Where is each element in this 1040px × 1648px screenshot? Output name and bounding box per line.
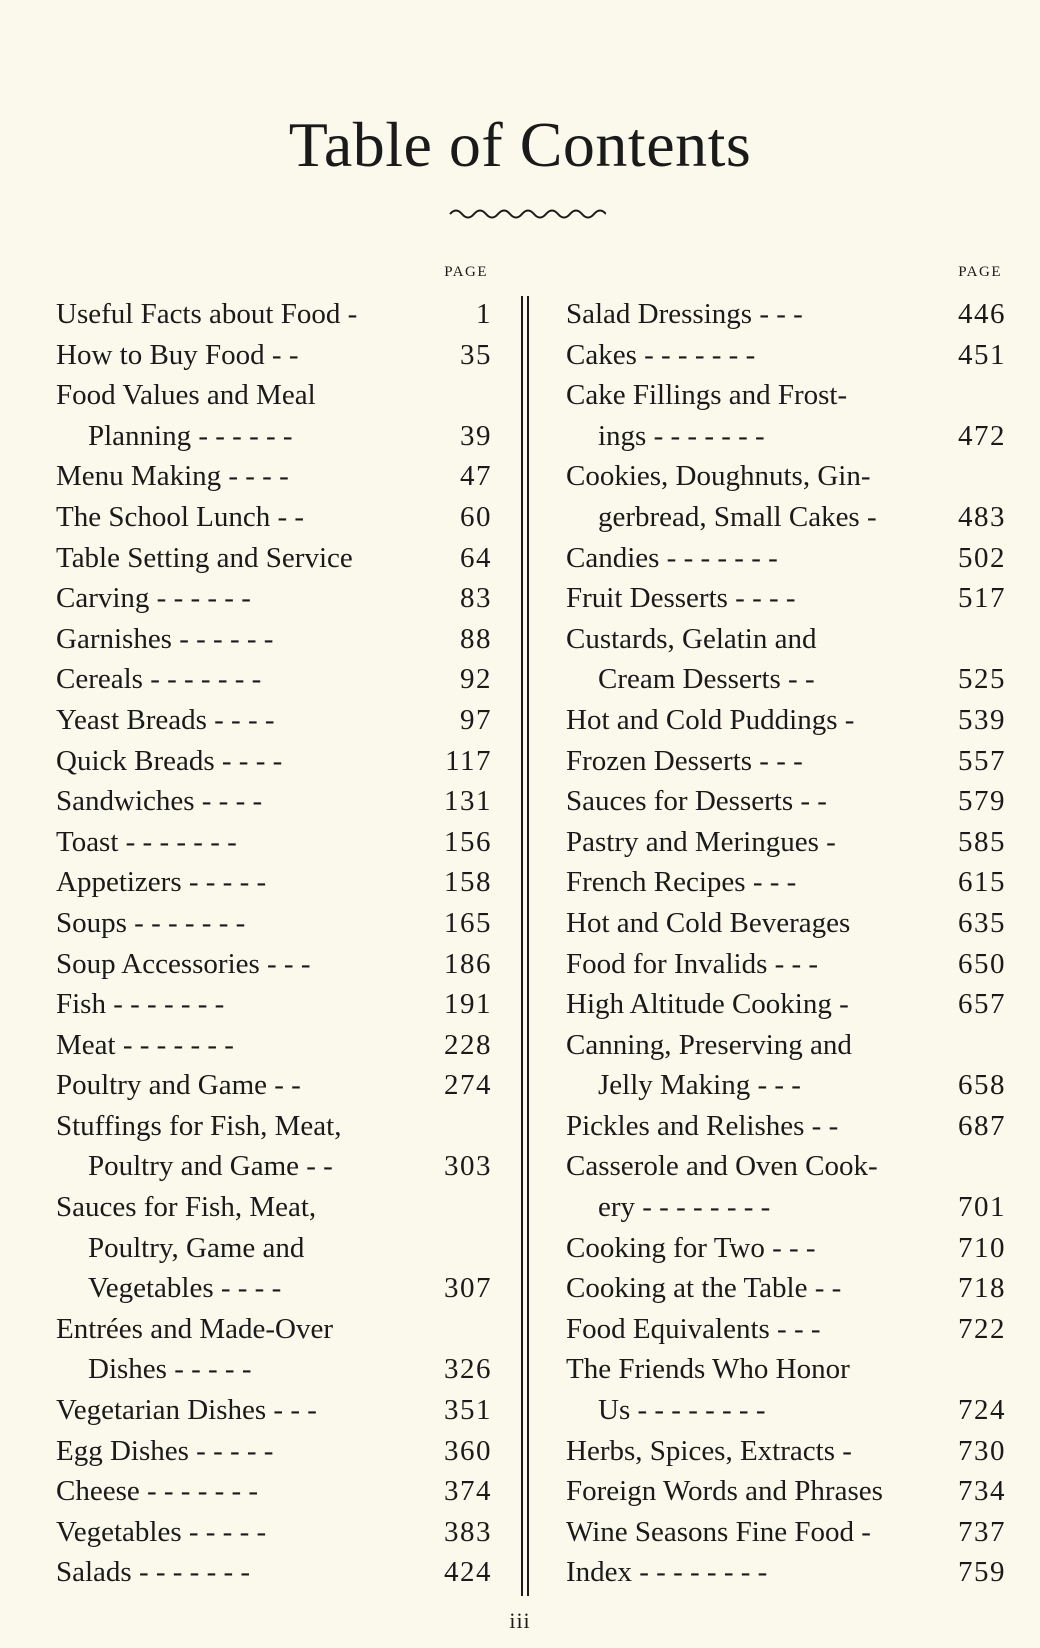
contents-right-column: [566, 264, 1006, 1593]
toc-entry: [56, 538, 492, 579]
toc-entry: [566, 944, 1006, 985]
toc-entry: [56, 659, 492, 700]
toc-entry-text: Stuffings for Fish, Meat,: [56, 1109, 342, 1142]
toc-page-number: 737: [958, 1515, 1006, 1548]
toc-entry: [56, 294, 492, 335]
toc-entry-text: ery - - - - - - - -: [598, 1191, 771, 1224]
toc-entry-text: Hot and Cold Beverages: [566, 906, 851, 939]
toc-entry-text: Carving - - - - - -: [56, 582, 251, 615]
toc-entry: [56, 741, 492, 782]
toc-page-number: 650: [958, 947, 1006, 980]
toc-entry: [56, 1512, 492, 1553]
toc-entry-text: Toast - - - - - - -: [56, 825, 237, 858]
toc-entry: [56, 578, 492, 619]
toc-entry-text: Poultry and Game - -: [88, 1150, 333, 1183]
toc-page-number: 718: [958, 1272, 1006, 1305]
toc-entry: [56, 984, 492, 1025]
toc-entry-text: How to Buy Food - -: [56, 338, 299, 371]
toc-entry-text: Food Equivalents - - -: [566, 1312, 821, 1345]
toc-entry-text: Entrées and Made-Over: [56, 1312, 333, 1345]
toc-entry-text: Fruit Desserts - - - -: [566, 582, 796, 615]
toc-entry: [56, 1309, 492, 1390]
toc-entry-text: Frozen Desserts - - -: [566, 744, 803, 777]
toc-entry: [566, 1228, 1006, 1269]
toc-entry-text: Poultry, Game and: [88, 1231, 305, 1264]
toc-entry-text: Canning, Preserving and: [566, 1028, 852, 1061]
toc-entry-text: Poultry and Game - -: [56, 1069, 301, 1102]
toc-entry: [566, 1552, 1006, 1593]
page-folio: iii: [509, 1608, 531, 1633]
toc-entry-text: Table Setting and Service: [56, 541, 353, 574]
toc-entry: [566, 375, 1006, 456]
toc-entry: [566, 1349, 1006, 1430]
toc-entry: [56, 497, 492, 538]
toc-entry-text: Yeast Breads - - - -: [56, 703, 275, 736]
toc-entry-text: Hot and Cold Puddings -: [566, 703, 855, 736]
toc-page-number: 687: [958, 1109, 1006, 1142]
toc-entry: [56, 1552, 492, 1593]
toc-page-number: 734: [958, 1475, 1006, 1508]
toc-entry: [566, 578, 1006, 619]
toc-page-number: 131: [444, 785, 492, 818]
toc-entry-text: Cream Desserts - -: [598, 663, 815, 696]
toc-page-number: 165: [444, 906, 492, 939]
toc-entry-text: Wine Seasons Fine Food -: [566, 1515, 871, 1548]
toc-page-number: 228: [444, 1028, 492, 1061]
toc-page-number: 557: [958, 744, 1006, 777]
toc-page-number: 424: [444, 1556, 492, 1589]
toc-entry-text: The School Lunch - -: [56, 500, 305, 533]
toc-page-number: 60: [460, 500, 492, 533]
toc-entry: [56, 1187, 492, 1309]
toc-entry: [566, 1146, 1006, 1227]
contents-left-column: [56, 264, 492, 1593]
toc-page-number: 326: [444, 1353, 492, 1386]
toc-entry-text: Pickles and Relishes - -: [566, 1109, 839, 1142]
toc-entry: [566, 335, 1006, 376]
toc-page-number: 483: [958, 500, 1006, 533]
toc-entry-text: Planning - - - - - -: [88, 419, 293, 452]
toc-entry: [566, 1512, 1006, 1553]
toc-page-number: 446: [958, 298, 1006, 330]
toc-entry-text: Cakes - - - - - - -: [566, 338, 756, 371]
toc-page-number: 47: [460, 460, 492, 493]
toc-entry: [56, 456, 492, 497]
toc-entry: [566, 1106, 1006, 1147]
contents-list-left: [56, 294, 492, 1593]
toc-entry: [566, 1309, 1006, 1350]
toc-entry-text: Jelly Making - - -: [598, 1069, 801, 1102]
toc-page-number: 724: [958, 1394, 1006, 1427]
toc-entry-text: French Recipes - - -: [566, 866, 797, 899]
toc-page-number: 88: [460, 622, 492, 655]
toc-page-number: 635: [958, 906, 1006, 939]
toc-page-number: 158: [444, 866, 492, 899]
toc-entry-text: Herbs, Spices, Extracts -: [566, 1434, 852, 1467]
toc-entry-text: Egg Dishes - - - - -: [56, 1434, 274, 1467]
toc-entry: [56, 822, 492, 863]
toc-entry: [566, 1268, 1006, 1309]
toc-entry-text: Useful Facts about Food -: [56, 298, 358, 330]
toc-entry: [566, 984, 1006, 1025]
toc-entry-text: gerbread, Small Cakes -: [598, 500, 877, 533]
toc-entry-text: Vegetables - - - -: [88, 1272, 282, 1305]
toc-page-number: 39: [460, 419, 492, 452]
toc-entry: [56, 1471, 492, 1512]
toc-entry: [566, 700, 1006, 741]
toc-page-number: 451: [958, 338, 1006, 371]
toc-page-number: 351: [444, 1394, 492, 1427]
toc-page-number: 303: [444, 1150, 492, 1183]
toc-page-number: 92: [460, 663, 492, 696]
toc-page-number: 35: [460, 338, 492, 371]
toc-page-number: 579: [958, 785, 1006, 818]
toc-entry: [566, 1431, 1006, 1472]
toc-entry: [566, 1471, 1006, 1512]
toc-entry: [566, 822, 1006, 863]
toc-page-number: 186: [444, 947, 492, 980]
toc-entry-text: Casserole and Oven Cook-: [566, 1150, 878, 1183]
toc-entry-text: Custards, Gelatin and: [566, 622, 817, 655]
toc-page-number: 360: [444, 1434, 492, 1467]
toc-entry: [56, 944, 492, 985]
toc-entry-text: Pastry and Meringues -: [566, 825, 836, 858]
toc-entry: [56, 619, 492, 660]
toc-entry-text: High Altitude Cooking -: [566, 988, 849, 1021]
toc-entry-text: Foreign Words and Phrases: [566, 1475, 883, 1508]
toc-page-number: 710: [958, 1231, 1006, 1264]
toc-entry-text: Sandwiches - - - -: [56, 785, 263, 818]
toc-entry-text: Cereals - - - - - - -: [56, 663, 262, 696]
contents-list-right: [566, 294, 1006, 1593]
toc-page-number: 274: [444, 1069, 492, 1102]
toc-entry-text: ings - - - - - - -: [598, 419, 765, 452]
toc-entry-text: Fish - - - - - - -: [56, 988, 225, 1021]
toc-entry: [566, 862, 1006, 903]
toc-entry-text: Cheese - - - - - - -: [56, 1475, 259, 1508]
page-column-header: PAGE: [444, 264, 488, 280]
toc-entry: [566, 294, 1006, 335]
toc-entry: [56, 335, 492, 376]
toc-entry: [56, 1390, 492, 1431]
toc-page-number: 383: [444, 1515, 492, 1548]
toc-entry: [56, 1025, 492, 1066]
toc-entry: [566, 538, 1006, 579]
toc-entry: [56, 862, 492, 903]
wavy-rule-ornament: [448, 206, 606, 222]
toc-entry-text: Cooking at the Table - -: [566, 1272, 842, 1305]
toc-entry-text: Sauces for Fish, Meat,: [56, 1191, 317, 1224]
toc-page-number: 83: [460, 582, 492, 615]
toc-entry-text: The Friends Who Honor: [566, 1353, 850, 1386]
toc-page-number: 525: [958, 663, 1006, 696]
toc-entry: [56, 1106, 492, 1187]
toc-entry-text: Vegetarian Dishes - - -: [56, 1394, 317, 1427]
toc-page-number: 472: [958, 419, 1006, 452]
toc-entry: [566, 619, 1006, 700]
toc-entry: [56, 1431, 492, 1472]
toc-entry-text: Meat - - - - - - -: [56, 1028, 234, 1061]
toc-page-number: 502: [958, 541, 1006, 574]
toc-page-number: 307: [444, 1272, 492, 1305]
toc-entry: [566, 903, 1006, 944]
toc-page-number: 730: [958, 1434, 1006, 1467]
toc-page-number: 191: [444, 988, 492, 1021]
toc-page-number: 64: [460, 541, 492, 574]
toc-page-number: 615: [958, 866, 1006, 899]
toc-page-number: 657: [958, 988, 1006, 1021]
toc-entry-text: Cooking for Two - - -: [566, 1231, 816, 1264]
toc-page-number: 1: [476, 298, 492, 330]
toc-page-number: 539: [958, 703, 1006, 736]
toc-page-number: 97: [460, 703, 492, 736]
toc-entry-text: Candies - - - - - - -: [566, 541, 778, 574]
toc-entry-text: Sauces for Desserts - -: [566, 785, 827, 818]
toc-entry-text: Cake Fillings and Frost-: [566, 379, 848, 412]
toc-entry-text: Food Values and Meal: [56, 379, 316, 412]
toc-entry: [566, 456, 1006, 537]
toc-entry-text: Food for Invalids - - -: [566, 947, 819, 980]
toc-entry-text: Garnishes - - - - - -: [56, 622, 274, 655]
toc-entry-text: Salads - - - - - - -: [56, 1556, 251, 1589]
toc-page-number: 156: [444, 825, 492, 858]
toc-entry-text: Salad Dressings - - -: [566, 298, 803, 330]
toc-entry: [566, 781, 1006, 822]
toc-entry-text: Cookies, Doughnuts, Gin-: [566, 460, 871, 493]
page-column-header-right: PAGE: [958, 264, 1002, 280]
toc-page-number: 374: [444, 1475, 492, 1508]
toc-page-number: 759: [958, 1556, 1006, 1589]
toc-page-number: 701: [958, 1191, 1006, 1224]
toc-entry: [566, 741, 1006, 782]
page-title: Table of Contents: [288, 109, 752, 180]
toc-page-number: 585: [958, 825, 1006, 858]
toc-entry-text: Soup Accessories - - -: [56, 947, 311, 980]
toc-entry: [566, 1025, 1006, 1106]
toc-entry: [56, 781, 492, 822]
toc-page-number: 517: [958, 582, 1006, 615]
toc-entry-text: Appetizers - - - - -: [56, 866, 267, 899]
toc-entry: [56, 1065, 492, 1106]
toc-entry-text: Soups - - - - - - -: [56, 906, 246, 939]
toc-page-number: 117: [445, 744, 492, 777]
toc-entry-text: Us - - - - - - - -: [598, 1394, 766, 1427]
toc-page-number: 722: [958, 1312, 1006, 1345]
toc-entry-text: Quick Breads - - - -: [56, 744, 283, 777]
toc-entry: [56, 903, 492, 944]
toc-entry-text: Menu Making - - - -: [56, 460, 289, 493]
toc-entry: [56, 375, 492, 456]
toc-entry: [56, 700, 492, 741]
toc-entry-text: Dishes - - - - -: [88, 1353, 252, 1386]
toc-page-number: 658: [958, 1069, 1006, 1102]
column-divider: [521, 296, 530, 1596]
toc-entry-text: Index - - - - - - - -: [566, 1556, 768, 1589]
toc-entry-text: Vegetables - - - - -: [56, 1515, 267, 1548]
